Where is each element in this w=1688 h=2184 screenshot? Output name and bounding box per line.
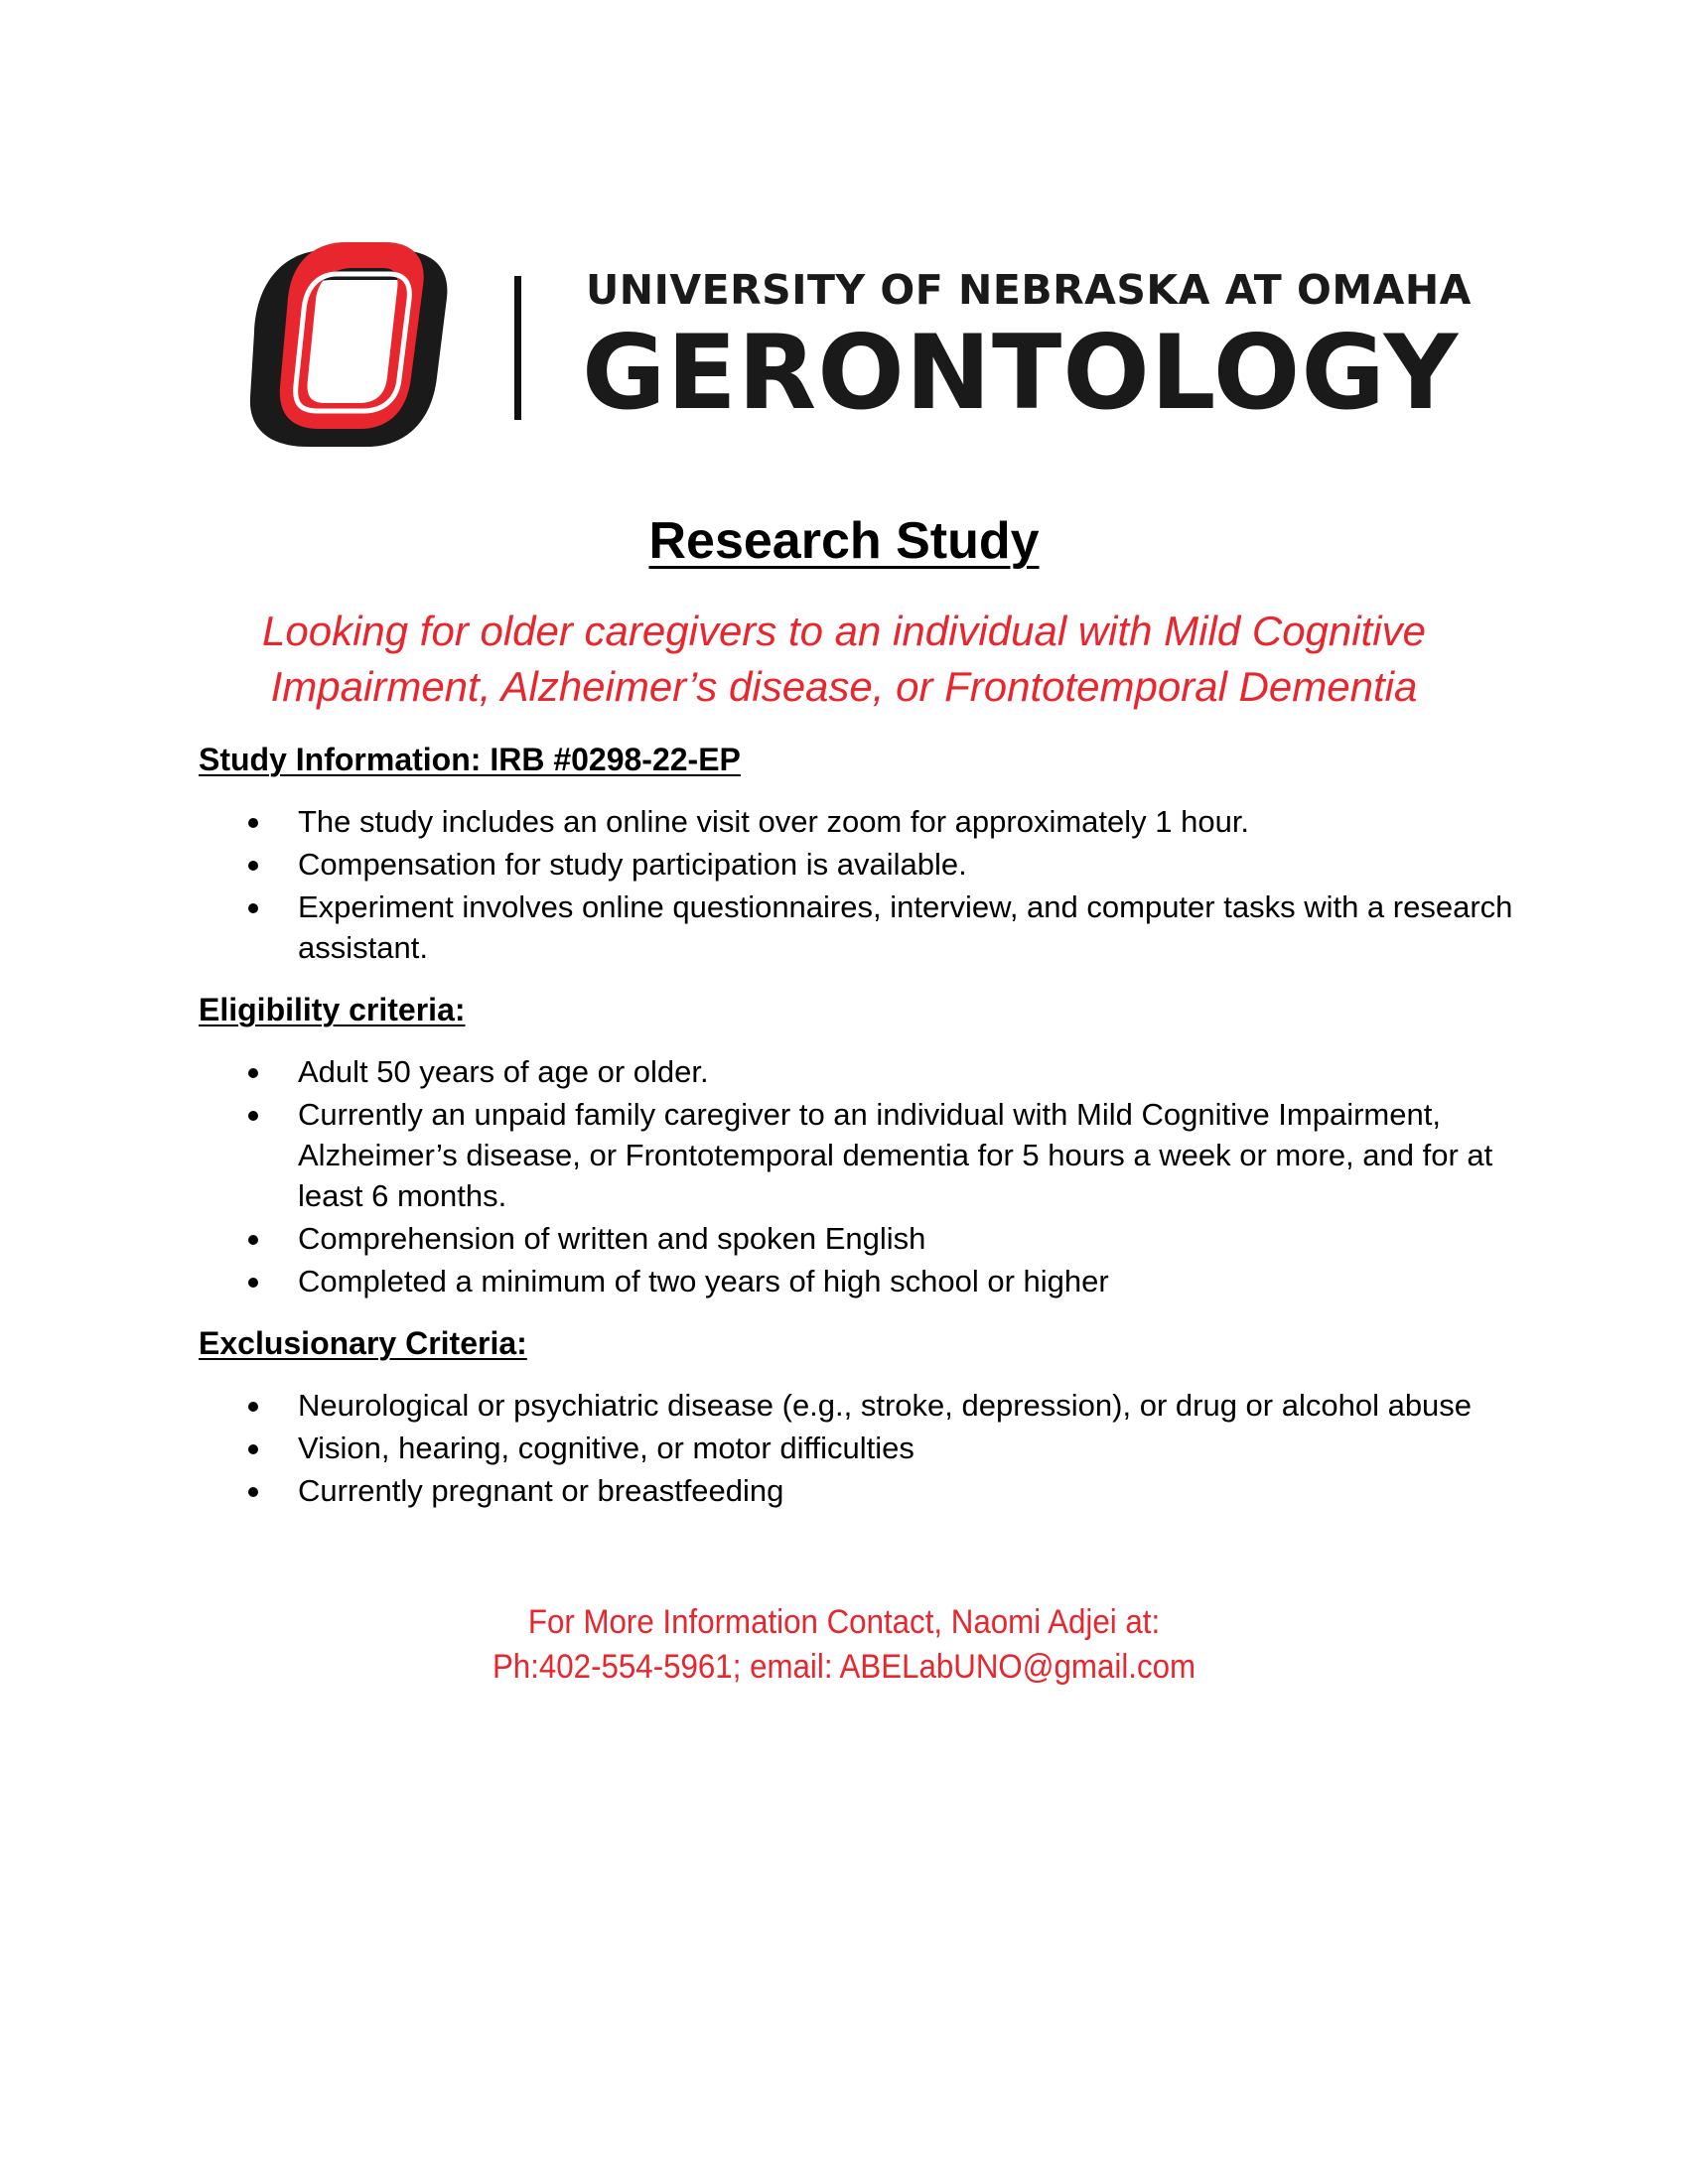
subtitle-line-2: Impairment, Alzheimer’s disease, or Frontotemporal Dementia xyxy=(270,663,1418,710)
bullet-icon xyxy=(248,1235,258,1245)
study-info-heading: Study Information: IRB #0298-22-EP xyxy=(199,742,741,777)
list-item-text: Completed a minimum of two years of high school or higher xyxy=(298,1264,1109,1298)
list-item-text: Currently an unpaid family caregiver to an individual with Mild Cognitive Impairment, Alzheimer’s disease, or Frontotemporal dementia for 5 hours a week or more, and for at least 6 months. xyxy=(298,1097,1493,1213)
list-item xyxy=(199,1051,1519,1092)
list-item xyxy=(199,844,1519,885)
bullet-icon xyxy=(248,1444,258,1454)
study-info-list xyxy=(199,801,1519,968)
bullet-icon xyxy=(248,1068,258,1078)
eligibility-heading: Eligibility criteria: xyxy=(199,992,466,1027)
subtitle-line-1: Looking for older caregivers to an individual with Mild Cognitive xyxy=(262,608,1426,654)
list-item-text: Currently pregnant or breastfeeding xyxy=(298,1473,784,1508)
contact-line-1: For More Information Contact, Naomi Adjei at: xyxy=(527,1603,1161,1641)
list-item xyxy=(199,1428,1519,1468)
bullet-icon xyxy=(248,1487,258,1497)
list-item-text: Comprehension of written and spoken English xyxy=(298,1221,926,1256)
list-item xyxy=(199,1261,1519,1301)
list-item xyxy=(199,1094,1519,1216)
exclusion-heading: Exclusionary Criteria: xyxy=(199,1325,527,1361)
list-item-text: Neurological or psychiatric disease (e.g., stroke, depression), or drug or alcohol abuse xyxy=(298,1388,1473,1423)
department-name: GERONTOLOGY xyxy=(582,314,1460,433)
list-item-text: Adult 50 years of age or older. xyxy=(298,1054,709,1089)
list-item xyxy=(199,1218,1519,1259)
bullet-icon xyxy=(248,903,258,913)
list-item xyxy=(199,887,1519,968)
uno-o-logo-icon xyxy=(248,238,462,452)
list-item-text: The study includes an online visit over zoom for approximately 1 hour. xyxy=(298,804,1250,839)
list-item xyxy=(199,801,1519,842)
eligibility-list xyxy=(199,1051,1519,1301)
study-details xyxy=(199,740,1519,1533)
list-item-text: Experiment involves online questionnaires, interview, and computer tasks with a research assistant. xyxy=(298,889,1513,965)
bullet-icon xyxy=(248,861,258,871)
logo-divider xyxy=(514,276,521,420)
exclusion-list xyxy=(199,1385,1519,1511)
list-item-text: Compensation for study participation is available. xyxy=(298,847,967,882)
university-name: UNIVERSITY OF NEBRASKA AT OMAHA xyxy=(586,266,1472,314)
bullet-icon xyxy=(248,1111,258,1121)
bullet-icon xyxy=(248,818,258,828)
bullet-icon xyxy=(248,1402,258,1412)
page-title: Research Study xyxy=(648,512,1040,570)
contact-line-2: Ph:402-554-5961; email: ABELabUNO@gmail.com xyxy=(492,1648,1196,1686)
header xyxy=(248,238,1472,457)
list-item xyxy=(199,1385,1519,1426)
contact-info xyxy=(68,1600,1620,1690)
list-item-text: Vision, hearing, cognitive, or motor difficulties xyxy=(298,1431,914,1465)
bullet-icon xyxy=(248,1278,258,1288)
subtitle xyxy=(149,604,1539,715)
list-item xyxy=(199,1470,1519,1511)
